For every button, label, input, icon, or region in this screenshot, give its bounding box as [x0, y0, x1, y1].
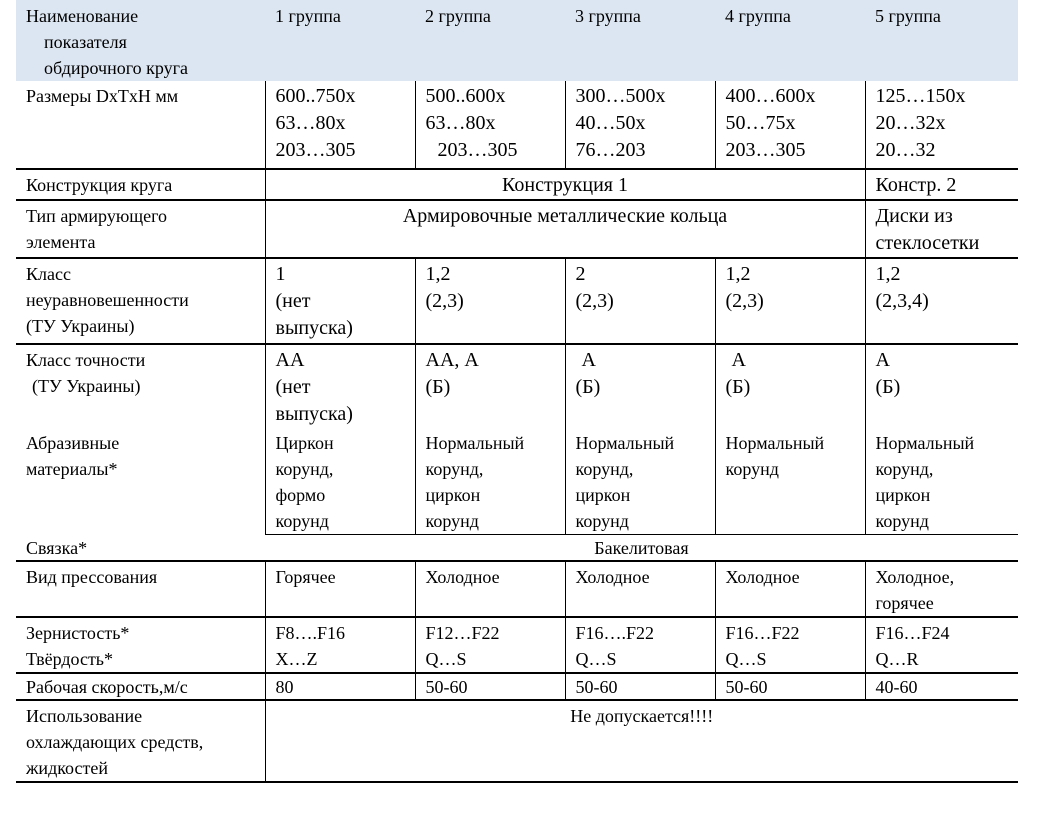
- speed-cell-g5: 40-60: [865, 673, 1018, 700]
- header-group-5: 5 группа: [865, 0, 1018, 81]
- imbalance-cell-g4: [715, 258, 865, 344]
- pressing-cell-g4: [715, 561, 865, 617]
- row-speed: [16, 673, 1018, 700]
- row-label: Конструкция круга: [16, 169, 265, 200]
- cell-line: (нет: [275, 290, 311, 312]
- cell-line: корунд,: [275, 459, 334, 479]
- cell-line: 63…80х: [425, 112, 496, 134]
- row-label-line: материалы*: [26, 459, 118, 479]
- header-group-3: 3 группа: [565, 0, 715, 81]
- cell-line: 50…75х: [725, 112, 796, 134]
- cell-line: корунд: [275, 511, 329, 531]
- row-abrasives: [16, 428, 1018, 535]
- construction-merged-cell: Конструкция 1: [265, 169, 865, 200]
- row-label-line: (ТУ Украины): [32, 376, 141, 396]
- cell-line: (Б): [575, 376, 601, 398]
- row-bond: [16, 535, 1018, 561]
- cell-line: Холодное: [725, 566, 800, 587]
- header-group-4: 4 группа: [715, 0, 865, 81]
- cell-line: А: [875, 349, 890, 371]
- cell-line: 63…80х: [275, 112, 346, 134]
- cell-line: Циркон: [275, 433, 334, 453]
- speed-cell-g3: 50-60: [565, 673, 715, 700]
- cell-line: циркон: [575, 485, 631, 505]
- row-label-line: охлаждающих средств,: [26, 731, 204, 752]
- row-sizes: [16, 81, 1018, 169]
- cell-line: 203…305: [275, 139, 356, 161]
- cell-line: выпуска): [275, 403, 353, 425]
- pressing-cell-g1: [265, 561, 415, 617]
- cell-line: корунд,: [425, 459, 484, 479]
- cell-line: Горячее: [275, 566, 336, 587]
- cell-line: F8….F16: [275, 622, 346, 643]
- row-label: Связка*: [26, 537, 88, 558]
- sizes-cell-g3: [565, 81, 715, 169]
- row-label: Рабочая скорость,м/с: [16, 673, 265, 700]
- sizes-cell-g5: [865, 81, 1018, 169]
- grit-hardness-cell-g1: [265, 617, 415, 673]
- cell-line: Q…R: [875, 648, 919, 669]
- cell-line: (Б): [725, 376, 751, 398]
- cell-line: Нормальный: [425, 433, 525, 453]
- bond-merged-cell: Бакелитовая: [265, 535, 1018, 561]
- cell-line: горячее: [875, 592, 934, 613]
- speed-cell-g4: 50-60: [715, 673, 865, 700]
- grit-hardness-cell-g2: [415, 617, 565, 673]
- row-imbalance: [16, 258, 1018, 344]
- reinforcement-merged-cell: Армировочные металлические кольца: [265, 200, 865, 258]
- reinforcement-cell-g5: [865, 200, 1018, 258]
- cell-line: Нормальный: [875, 433, 975, 453]
- pressing-cell-g5: [865, 561, 1018, 617]
- header-label-line: обдирочного круга: [44, 58, 189, 78]
- construction-cell-g5: Констр. 2: [865, 169, 1018, 200]
- speed-cell-g1: 80: [265, 673, 415, 700]
- header-label-cell: [16, 0, 265, 81]
- cell-line: 2: [575, 263, 586, 285]
- row-label-line: Зернистость*: [26, 622, 130, 643]
- cell-line: формо: [275, 485, 326, 505]
- cell-line: Холодное: [425, 566, 500, 587]
- accuracy-cell-g5: [865, 344, 1018, 428]
- cell-line: выпуска): [275, 317, 353, 339]
- cell-line: F16….F22: [575, 622, 655, 643]
- cell-line: (2,3): [575, 290, 614, 312]
- cell-line: 1,2: [875, 263, 901, 285]
- row-label-line: Класс: [26, 264, 71, 284]
- cell-line: F12…F22: [425, 622, 500, 643]
- grit-hardness-cell-g3: [565, 617, 715, 673]
- row-label-line: жидкостей: [26, 757, 108, 778]
- cell-line: А: [731, 349, 746, 371]
- cell-line: (2,3): [425, 290, 464, 312]
- cell-line: F16…F22: [725, 622, 800, 643]
- abrasives-cell-g4: [715, 428, 865, 535]
- cell-line: циркон: [425, 485, 481, 505]
- cell-line: 20…32х: [875, 112, 946, 134]
- grit-hardness-cell-g4: [715, 617, 865, 673]
- pressing-cell-g3: [565, 561, 715, 617]
- cell-line: 20…32: [875, 139, 936, 161]
- row-label: Вид прессования: [16, 561, 265, 617]
- accuracy-cell-g3: [565, 344, 715, 428]
- cell-line: Q…S: [575, 648, 617, 669]
- row-label-cell: [16, 428, 265, 535]
- cell-line: Q…S: [425, 648, 467, 669]
- imbalance-cell-g2: [415, 258, 565, 344]
- accuracy-cell-g4: [715, 344, 865, 428]
- cell-line: корунд: [575, 511, 629, 531]
- cell-line: (нет: [275, 376, 311, 398]
- cell-line: 203…305: [437, 139, 518, 161]
- cell-line: 1,2: [425, 263, 451, 285]
- cell-line: 400…600х: [725, 85, 816, 107]
- cell-line: 40…50х: [575, 112, 646, 134]
- abrasives-cell-g3: [565, 428, 715, 535]
- cell-line: (Б): [875, 376, 901, 398]
- row-label-cell: [16, 258, 265, 344]
- row-label: Размеры DxTxH мм: [26, 86, 179, 106]
- cell-line: циркон: [875, 485, 931, 505]
- cell-line: F16…F24: [875, 622, 950, 643]
- row-label-line: Использование: [26, 705, 143, 726]
- speed-cell-g2: 50-60: [415, 673, 565, 700]
- header-label-line: Наименование: [26, 6, 139, 26]
- cell-line: 600..750х: [275, 85, 356, 107]
- accuracy-cell-g1: [265, 344, 415, 428]
- grit-hardness-cell-g5: [865, 617, 1018, 673]
- cell-line: X…Z: [275, 648, 318, 669]
- cell-line: Нормальный: [725, 433, 825, 453]
- row-reinforcement: [16, 200, 1018, 258]
- cell-line: корунд: [875, 511, 929, 531]
- row-coolant: [16, 700, 1018, 782]
- row-label-cell: [16, 344, 265, 428]
- row-label-line: элемента: [26, 232, 96, 252]
- accuracy-cell-g2: [415, 344, 565, 428]
- imbalance-cell-g1: [265, 258, 415, 344]
- abrasives-cell-g5: [865, 428, 1018, 535]
- abrasive-wheel-spec-table: [16, 0, 1018, 783]
- cell-line: АА: [275, 349, 305, 371]
- row-label-cell: [16, 200, 265, 258]
- cell-line: корунд,: [575, 459, 634, 479]
- header-group-1: 1 группа: [265, 0, 415, 81]
- row-label-line: (ТУ Украины): [26, 316, 135, 336]
- cell-line: АА, А: [425, 349, 479, 371]
- cell-line: А: [581, 349, 596, 371]
- pressing-cell-g2: [415, 561, 565, 617]
- sizes-cell-g4: [715, 81, 865, 169]
- cell-line: Нормальный: [575, 433, 675, 453]
- cell-line: 76…203: [575, 139, 646, 161]
- row-label-line: Твёрдость*: [26, 648, 114, 669]
- cell-line: Холодное: [575, 566, 650, 587]
- cell-line: 125…150х: [875, 85, 966, 107]
- cell-line: Холодное,: [875, 566, 955, 587]
- row-label-line: Класс точности: [26, 350, 146, 370]
- header-label-line: показателя: [44, 32, 127, 52]
- row-construction: [16, 169, 1018, 200]
- cell-line: корунд,: [875, 459, 934, 479]
- coolant-merged-cell: Не допускается!!!!: [265, 700, 1018, 782]
- row-label-cell: [16, 617, 265, 673]
- cell-line: 1,2: [725, 263, 751, 285]
- imbalance-cell-g3: [565, 258, 715, 344]
- row-label-line: неуравновешенности: [26, 290, 189, 310]
- cell-line: (2,3): [725, 290, 764, 312]
- cell-line: 500..600х: [425, 85, 506, 107]
- cell-line: Q…S: [725, 648, 767, 669]
- cell-line: 1: [275, 263, 286, 285]
- header-row: [16, 0, 1018, 81]
- row-label-line: Тип армирующего: [26, 206, 168, 226]
- cell-line: 203…305: [725, 139, 806, 161]
- cell-line: (Б): [425, 376, 451, 398]
- row-pressing: [16, 561, 1018, 617]
- cell-line: Диски из: [875, 205, 953, 227]
- row-label-line: Абразивные: [26, 433, 120, 453]
- abrasives-cell-g1: [265, 428, 415, 535]
- cell-line: корунд: [425, 511, 479, 531]
- cell-line: корунд: [725, 459, 779, 479]
- abrasives-cell-g2: [415, 428, 565, 535]
- sizes-cell-g2: [415, 81, 565, 169]
- header-group-2: 2 группа: [415, 0, 565, 81]
- row-accuracy: [16, 344, 1018, 428]
- cell-line: стеклосетки: [875, 232, 980, 254]
- imbalance-cell-g5: [865, 258, 1018, 344]
- row-label-cell: [16, 700, 265, 782]
- row-grit-hardness: [16, 617, 1018, 673]
- sizes-cell-g1: [265, 81, 415, 169]
- cell-line: (2,3,4): [875, 290, 929, 312]
- cell-line: 300…500х: [575, 85, 666, 107]
